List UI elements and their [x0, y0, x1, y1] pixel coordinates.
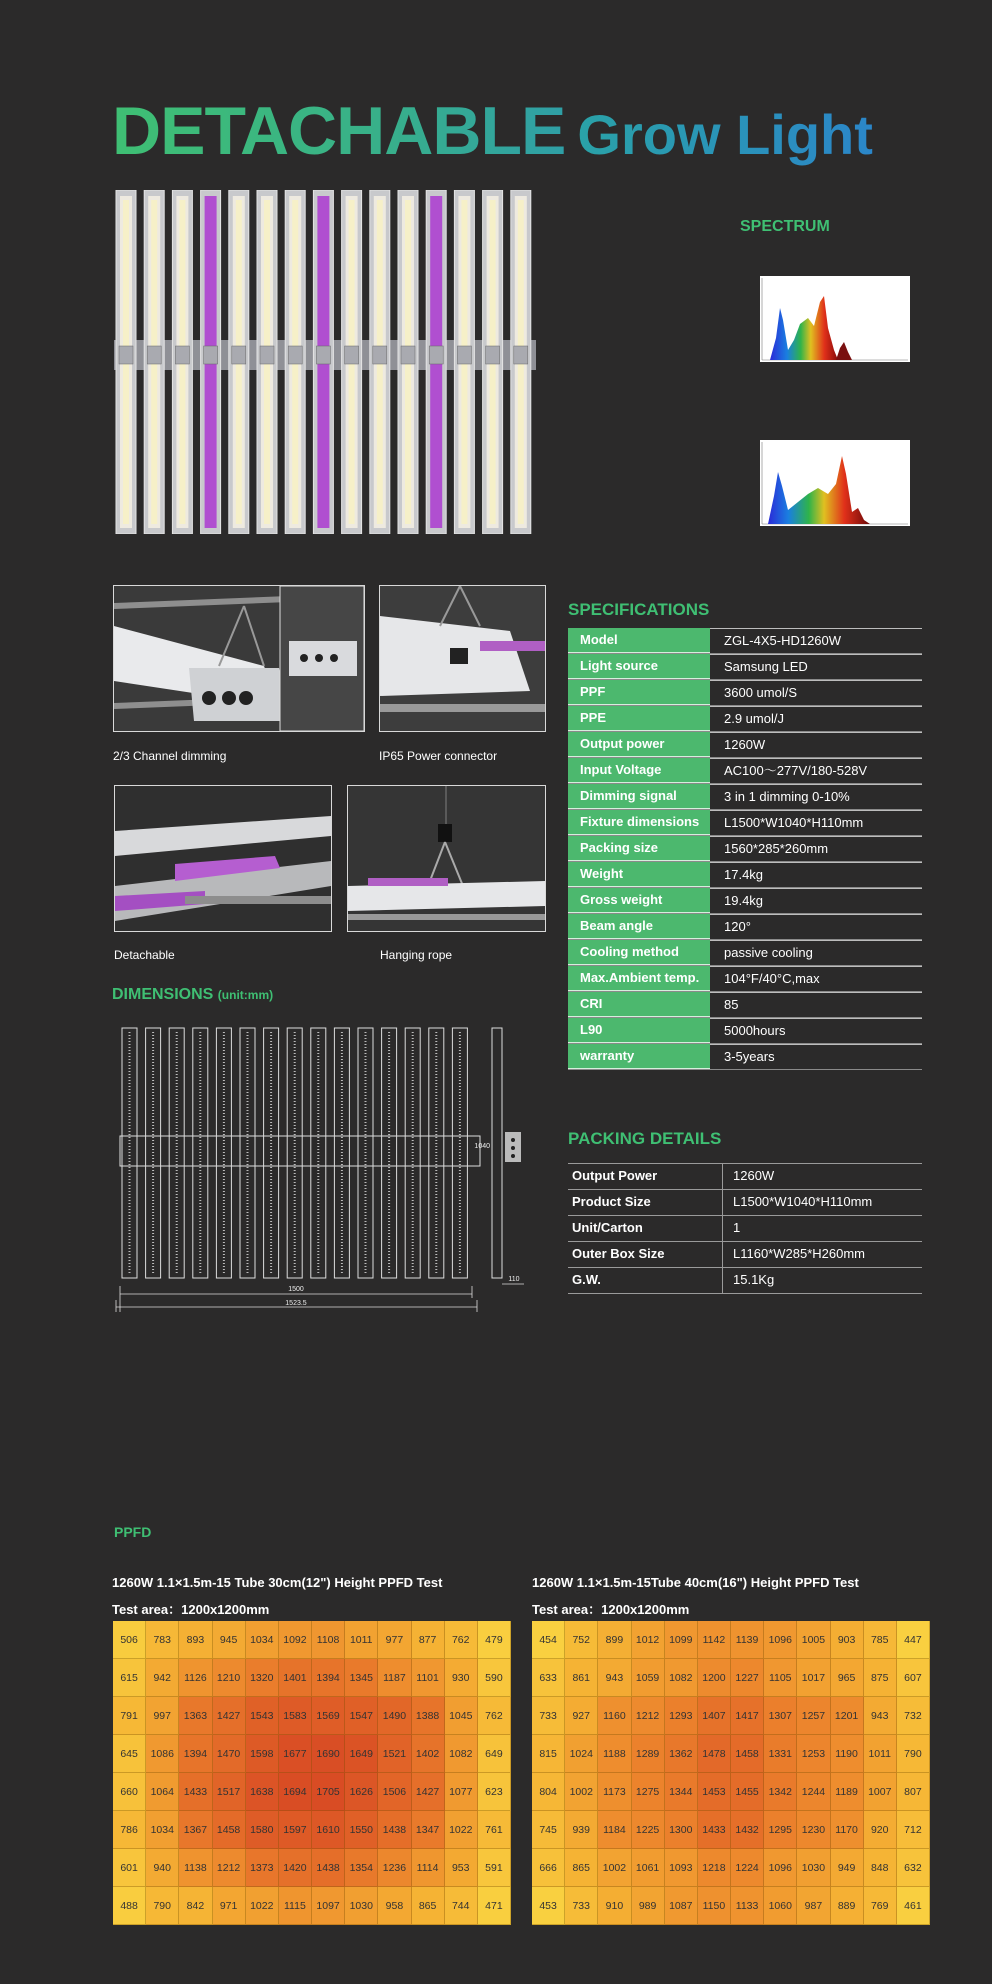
spec-key: Model	[568, 628, 710, 653]
ppfd-cell: 666	[532, 1849, 565, 1887]
ppfd-cell: 1096	[764, 1849, 797, 1887]
ppfd-cell: 1649	[345, 1735, 378, 1773]
ppfd-grid-1	[113, 1621, 511, 1925]
ppfd-cell: 943	[864, 1697, 897, 1735]
ppfd-cell: 939	[565, 1811, 598, 1849]
photo-power-connector	[379, 585, 546, 732]
ppfd-cell: 997	[146, 1697, 179, 1735]
ppfd-cell: 1086	[146, 1735, 179, 1773]
packing-value: 1	[722, 1216, 922, 1241]
ppfd-cell: 903	[831, 1621, 864, 1659]
ppfd-cell: 745	[532, 1811, 565, 1849]
spec-value: 104°F/40°C,max	[710, 966, 922, 991]
ppfd-cell: 761	[478, 1811, 511, 1849]
ppfd-cell: 1610	[312, 1811, 345, 1849]
ppfd-cell: 1093	[665, 1849, 698, 1887]
ppfd-cell: 1367	[179, 1811, 212, 1849]
ppfd-cell: 1227	[731, 1659, 764, 1697]
spec-key: Input Voltage	[568, 758, 710, 783]
spectrum-heading: SPECTRUM	[740, 218, 830, 235]
spec-value: 17.4kg	[710, 862, 922, 887]
ppfd-cell: 1597	[279, 1811, 312, 1849]
ppfd-cell: 1458	[731, 1735, 764, 1773]
spec-row	[568, 732, 922, 758]
ppfd-cell: 1115	[279, 1887, 312, 1925]
photo-hanging-rope	[347, 785, 546, 932]
ppfd-cell: 623	[478, 1773, 511, 1811]
spec-value: 3 in 1 dimming 0-10%	[710, 784, 922, 809]
ppfd-cell: 971	[213, 1887, 246, 1925]
ppfd-cell: 1108	[312, 1621, 345, 1659]
spec-key: Dimming signal	[568, 784, 710, 809]
ppfd-cell: 1244	[797, 1773, 830, 1811]
ppfd-cell: 1598	[246, 1735, 279, 1773]
ppfd-cell: 1170	[831, 1811, 864, 1849]
dim-height-label: 1040	[474, 1143, 490, 1150]
ppfd-cell: 733	[532, 1697, 565, 1735]
spec-key: Max.Ambient temp.	[568, 966, 710, 991]
spec-key: Cooling method	[568, 940, 710, 965]
spec-value: 19.4kg	[710, 888, 922, 913]
ppfd-cell: 1212	[632, 1697, 665, 1735]
ppfd-cell: 471	[478, 1887, 511, 1925]
ppfd-cell: 842	[179, 1887, 212, 1925]
ppfd-cell: 1295	[764, 1811, 797, 1849]
ppfd-cell: 1150	[698, 1887, 731, 1925]
ppfd-cell: 1407	[698, 1697, 731, 1735]
packing-value: 1260W	[722, 1164, 922, 1189]
ppfd-cell: 1453	[698, 1773, 731, 1811]
ppfd-cell: 762	[445, 1621, 478, 1659]
ppfd-cell: 987	[797, 1887, 830, 1925]
ppfd-cell: 506	[113, 1621, 146, 1659]
ppfd-cell: 1225	[632, 1811, 665, 1849]
dimensions-heading	[112, 986, 273, 1004]
ppfd-cell: 1173	[598, 1773, 631, 1811]
ppfd-cell: 1253	[797, 1735, 830, 1773]
dimensions-unit: (unit:mm)	[217, 988, 274, 1002]
packing-row	[568, 1241, 922, 1267]
ppfd-cell: 875	[864, 1659, 897, 1697]
ppfd-cell: 488	[113, 1887, 146, 1925]
ppfd-cell: 632	[897, 1849, 930, 1887]
fixture-top-image	[114, 190, 536, 534]
ppfd-cell: 1011	[864, 1735, 897, 1773]
ppfd-cell: 1455	[731, 1773, 764, 1811]
packing-value: L1500*W1040*H110mm	[722, 1190, 922, 1215]
ppfd-cell: 1082	[665, 1659, 698, 1697]
photo-caption-3: Detachable	[114, 948, 175, 962]
ppfd-cell: 1345	[345, 1659, 378, 1697]
ppfd-cell: 1011	[345, 1621, 378, 1659]
ppfd-grid-2	[532, 1621, 930, 1925]
ppfd-cell: 1096	[764, 1621, 797, 1659]
ppfd-cell: 453	[532, 1887, 565, 1925]
ppfd-cell: 1097	[312, 1887, 345, 1925]
ppfd-cell: 942	[146, 1659, 179, 1697]
spec-value: 2.9 umol/J	[710, 706, 922, 731]
ppfd-cell: 762	[478, 1697, 511, 1735]
spec-key: Gross weight	[568, 888, 710, 913]
ppfd-cell: 1257	[797, 1697, 830, 1735]
packing-row	[568, 1163, 922, 1189]
packing-row	[568, 1215, 922, 1241]
ppfd-cell: 1007	[864, 1773, 897, 1811]
spec-row	[568, 706, 922, 732]
ppfd-cell: 804	[532, 1773, 565, 1811]
ppfd-cell: 649	[478, 1735, 511, 1773]
ppfd-cell: 1320	[246, 1659, 279, 1697]
ppfd-cell: 1099	[665, 1621, 698, 1659]
ppfd-cell: 1458	[213, 1811, 246, 1849]
ppfd-cell: 791	[113, 1697, 146, 1735]
ppfd-cell: 940	[146, 1849, 179, 1887]
ppfd-cell: 899	[598, 1621, 631, 1659]
photo-channel-dimming	[113, 585, 365, 732]
ppfd-cell: 1547	[345, 1697, 378, 1735]
ppfd-cell: 1517	[213, 1773, 246, 1811]
spec-row	[568, 940, 922, 966]
spec-row	[568, 1018, 922, 1044]
packing-table	[568, 1163, 922, 1294]
spec-row	[568, 992, 922, 1018]
ppfd-cell: 807	[897, 1773, 930, 1811]
spec-key: warranty	[568, 1044, 710, 1069]
ppfd-cell: 1427	[412, 1773, 445, 1811]
ppfd-cell: 1230	[797, 1811, 830, 1849]
packing-key: Outer Box Size	[572, 1246, 665, 1261]
ppfd-cell: 1200	[698, 1659, 731, 1697]
ppfd-cell: 1478	[698, 1735, 731, 1773]
ppfd-cell: 1092	[279, 1621, 312, 1659]
ppfd-cell: 1362	[665, 1735, 698, 1773]
ppfd-cell: 461	[897, 1887, 930, 1925]
ppfd-cell: 1012	[632, 1621, 665, 1659]
ppfd-cell: 790	[146, 1887, 179, 1925]
spec-key: Light source	[568, 654, 710, 679]
ppfd-cell: 930	[445, 1659, 478, 1697]
spec-row	[568, 888, 922, 914]
ppfd-cell: 1677	[279, 1735, 312, 1773]
ppfd-cell: 1024	[565, 1735, 598, 1773]
title-main: DETACHABLE	[112, 93, 566, 169]
ppfd-cell: 1030	[797, 1849, 830, 1887]
ppfd-cell: 945	[213, 1621, 246, 1659]
ppfd-cell: 1184	[598, 1811, 631, 1849]
spec-key: CRI	[568, 992, 710, 1017]
packing-key: Unit/Carton	[572, 1220, 643, 1235]
ppfd-cell: 1569	[312, 1697, 345, 1735]
spec-row	[568, 810, 922, 836]
spec-row	[568, 966, 922, 992]
spec-row	[568, 758, 922, 784]
spec-key: Packing size	[568, 836, 710, 861]
ppfd-cell: 958	[378, 1887, 411, 1925]
specifications-table	[568, 628, 922, 1070]
ppfd-cell: 1077	[445, 1773, 478, 1811]
ppfd-cell: 607	[897, 1659, 930, 1697]
ppfd-test-1-area: Test area：1200x1200mm	[112, 1602, 270, 1617]
ppfd-cell: 1212	[213, 1849, 246, 1887]
packing-key: Product Size	[572, 1194, 651, 1209]
ppfd-cell: 1201	[831, 1697, 864, 1735]
ppfd-cell: 861	[565, 1659, 598, 1697]
ppfd-cell: 786	[113, 1811, 146, 1849]
ppfd-cell: 1059	[632, 1659, 665, 1697]
ppfd-cell: 927	[565, 1697, 598, 1735]
spec-row	[568, 654, 922, 680]
ppfd-cell: 1022	[246, 1887, 279, 1925]
ppfd-cell: 1342	[764, 1773, 797, 1811]
ppfd-cell: 712	[897, 1811, 930, 1849]
spec-row	[568, 784, 922, 810]
dim-width-label: 1500	[288, 1286, 304, 1293]
ppfd-cell: 943	[598, 1659, 631, 1697]
ppfd-cell: 1082	[445, 1735, 478, 1773]
ppfd-cell: 865	[565, 1849, 598, 1887]
ppfd-cell: 1064	[146, 1773, 179, 1811]
ppfd-cell: 1705	[312, 1773, 345, 1811]
ppfd-cell: 1521	[378, 1735, 411, 1773]
ppfd-cell: 815	[532, 1735, 565, 1773]
photo-caption-2: IP65 Power connector	[379, 749, 498, 763]
ppfd-cell: 1017	[797, 1659, 830, 1697]
packing-key: Output Power	[572, 1168, 658, 1183]
title-sub: Grow Light	[577, 103, 873, 166]
ppfd-cell: 1433	[179, 1773, 212, 1811]
ppfd-cell: 1133	[731, 1887, 764, 1925]
ppfd-cell: 1210	[213, 1659, 246, 1697]
ppfd-cell: 783	[146, 1621, 179, 1659]
ppfd-cell: 1218	[698, 1849, 731, 1887]
ppfd-cell: 989	[632, 1887, 665, 1925]
spec-value: 3600 umol/S	[710, 680, 922, 705]
ppfd-cell: 1224	[731, 1849, 764, 1887]
ppfd-cell: 910	[598, 1887, 631, 1925]
ppfd-cell: 1114	[412, 1849, 445, 1887]
ppfd-cell: 1190	[831, 1735, 864, 1773]
ppfd-cell: 733	[565, 1887, 598, 1925]
spec-value: ZGL-4X5-HD1260W	[710, 628, 922, 653]
ppfd-cell: 1550	[345, 1811, 378, 1849]
ppfd-cell: 1160	[598, 1697, 631, 1735]
ppfd-cell: 769	[864, 1887, 897, 1925]
ppfd-cell: 920	[864, 1811, 897, 1849]
packing-value: L1160*W285*H260mm	[722, 1242, 922, 1267]
packing-value: 15.1Kg	[722, 1268, 922, 1293]
ppfd-cell: 1401	[279, 1659, 312, 1697]
spec-value: L1500*W1040*H110mm	[710, 810, 922, 835]
ppfd-cell: 1626	[345, 1773, 378, 1811]
ppfd-cell: 1583	[279, 1697, 312, 1735]
spec-key: Beam angle	[568, 914, 710, 939]
spec-row	[568, 862, 922, 888]
ppfd-cell: 1490	[378, 1697, 411, 1735]
ppfd-cell: 1030	[345, 1887, 378, 1925]
ppfd-cell: 1188	[598, 1735, 631, 1773]
spec-value: 120°	[710, 914, 922, 939]
ppfd-cell: 633	[532, 1659, 565, 1697]
spectrum-chart-1	[748, 268, 918, 378]
ppfd-cell: 1061	[632, 1849, 665, 1887]
ppfd-cell: 1373	[246, 1849, 279, 1887]
spec-value: passive cooling	[710, 940, 922, 965]
ppfd-cell: 601	[113, 1849, 146, 1887]
packing-row	[568, 1189, 922, 1215]
ppfd-cell: 1580	[246, 1811, 279, 1849]
spec-row	[568, 914, 922, 940]
ppfd-cell: 1105	[764, 1659, 797, 1697]
ppfd-cell: 1139	[731, 1621, 764, 1659]
packing-row	[568, 1267, 922, 1293]
photo-detachable	[114, 785, 332, 932]
spec-key: Fixture dimensions	[568, 810, 710, 835]
ppfd-cell: 1694	[279, 1773, 312, 1811]
ppfd-cell: 790	[897, 1735, 930, 1773]
dim-depth-label: 110	[508, 1276, 520, 1283]
dimensions-heading-text: DIMENSIONS	[112, 986, 214, 1003]
ppfd-cell: 1506	[378, 1773, 411, 1811]
ppfd-cell: 1060	[764, 1887, 797, 1925]
ppfd-test-1-title: 1260W 1.1×1.5m-15 Tube 30cm(12") Height PPFD Test	[112, 1575, 443, 1590]
ppfd-cell: 1433	[698, 1811, 731, 1849]
ppfd-cell: 615	[113, 1659, 146, 1697]
spec-value: 5000hours	[710, 1018, 922, 1043]
ppfd-cell: 1420	[279, 1849, 312, 1887]
ppfd-cell: 953	[445, 1849, 478, 1887]
ppfd-cell: 1438	[378, 1811, 411, 1849]
ppfd-cell: 1275	[632, 1773, 665, 1811]
ppfd-cell: 447	[897, 1621, 930, 1659]
ppfd-cell: 752	[565, 1621, 598, 1659]
ppfd-cell: 1417	[731, 1697, 764, 1735]
spec-value: 1260W	[710, 732, 922, 757]
ppfd-cell: 889	[831, 1887, 864, 1925]
ppfd-cell: 1002	[598, 1849, 631, 1887]
ppfd-cell: 1002	[565, 1773, 598, 1811]
ppfd-cell: 1394	[312, 1659, 345, 1697]
ppfd-cell: 1236	[378, 1849, 411, 1887]
ppfd-cell: 1045	[445, 1697, 478, 1735]
ppfd-cell: 1438	[312, 1849, 345, 1887]
ppfd-cell: 977	[378, 1621, 411, 1659]
specifications-heading: SPECIFICATIONS	[568, 600, 710, 619]
spec-value: 3-5years	[710, 1044, 922, 1069]
ppfd-cell: 1293	[665, 1697, 698, 1735]
ppfd-cell: 660	[113, 1773, 146, 1811]
spec-value: Samsung LED	[710, 654, 922, 679]
ppfd-heading: PPFD	[114, 1524, 152, 1540]
spec-key: Weight	[568, 862, 710, 887]
spec-row	[568, 836, 922, 862]
spec-value: 85	[710, 992, 922, 1017]
spec-key: Output power	[568, 732, 710, 757]
ppfd-cell: 1034	[146, 1811, 179, 1849]
ppfd-test-2-area: Test area：1200x1200mm	[532, 1602, 690, 1617]
ppfd-cell: 893	[179, 1621, 212, 1659]
ppfd-cell: 1034	[246, 1621, 279, 1659]
spec-value: 1560*285*260mm	[710, 836, 922, 861]
dim-total-label: 1523.5	[285, 1300, 307, 1307]
spec-key: L90	[568, 1018, 710, 1043]
spec-row	[568, 680, 922, 706]
ppfd-test-2-title: 1260W 1.1×1.5m-15Tube 40cm(16") Height PPFD Test	[532, 1575, 859, 1590]
dimensions-drawing	[112, 1024, 542, 1316]
ppfd-cell: 591	[478, 1849, 511, 1887]
ppfd-cell: 1307	[764, 1697, 797, 1735]
photo-caption-4: Hanging rope	[380, 948, 453, 962]
ppfd-cell: 949	[831, 1849, 864, 1887]
spec-row	[568, 1044, 922, 1070]
ppfd-cell: 479	[478, 1621, 511, 1659]
ppfd-cell: 785	[864, 1621, 897, 1659]
ppfd-cell: 1022	[445, 1811, 478, 1849]
ppfd-cell: 848	[864, 1849, 897, 1887]
ppfd-cell: 1300	[665, 1811, 698, 1849]
ppfd-cell: 1690	[312, 1735, 345, 1773]
ppfd-cell: 454	[532, 1621, 565, 1659]
page-title	[112, 92, 873, 170]
ppfd-cell: 590	[478, 1659, 511, 1697]
ppfd-cell: 1344	[665, 1773, 698, 1811]
ppfd-cell: 1394	[179, 1735, 212, 1773]
ppfd-cell: 1388	[412, 1697, 445, 1735]
ppfd-cell: 965	[831, 1659, 864, 1697]
ppfd-cell: 1470	[213, 1735, 246, 1773]
ppfd-cell: 1543	[246, 1697, 279, 1735]
ppfd-cell: 1638	[246, 1773, 279, 1811]
spec-value: AC100～277V/180-528V	[710, 758, 922, 783]
ppfd-cell: 1189	[831, 1773, 864, 1811]
ppfd-cell: 1363	[179, 1697, 212, 1735]
ppfd-cell: 1331	[764, 1735, 797, 1773]
ppfd-cell: 1432	[731, 1811, 764, 1849]
ppfd-cell: 645	[113, 1735, 146, 1773]
ppfd-cell: 732	[897, 1697, 930, 1735]
spec-key: PPF	[568, 680, 710, 705]
ppfd-cell: 1289	[632, 1735, 665, 1773]
ppfd-cell: 1402	[412, 1735, 445, 1773]
ppfd-cell: 877	[412, 1621, 445, 1659]
ppfd-cell: 1142	[698, 1621, 731, 1659]
packing-heading: PACKING DETAILS	[568, 1129, 722, 1148]
ppfd-cell: 865	[412, 1887, 445, 1925]
photo-caption-1: 2/3 Channel dimming	[113, 749, 227, 763]
ppfd-cell: 744	[445, 1887, 478, 1925]
ppfd-cell: 1126	[179, 1659, 212, 1697]
spec-row	[568, 628, 922, 654]
ppfd-cell: 1087	[665, 1887, 698, 1925]
packing-key: G.W.	[572, 1272, 601, 1287]
spec-key: PPE	[568, 706, 710, 731]
ppfd-cell: 1101	[412, 1659, 445, 1697]
ppfd-cell: 1005	[797, 1621, 830, 1659]
ppfd-cell: 1427	[213, 1697, 246, 1735]
ppfd-cell: 1354	[345, 1849, 378, 1887]
ppfd-cell: 1138	[179, 1849, 212, 1887]
spectrum-chart-2	[748, 432, 918, 542]
ppfd-cell: 1187	[378, 1659, 411, 1697]
ppfd-cell: 1347	[412, 1811, 445, 1849]
